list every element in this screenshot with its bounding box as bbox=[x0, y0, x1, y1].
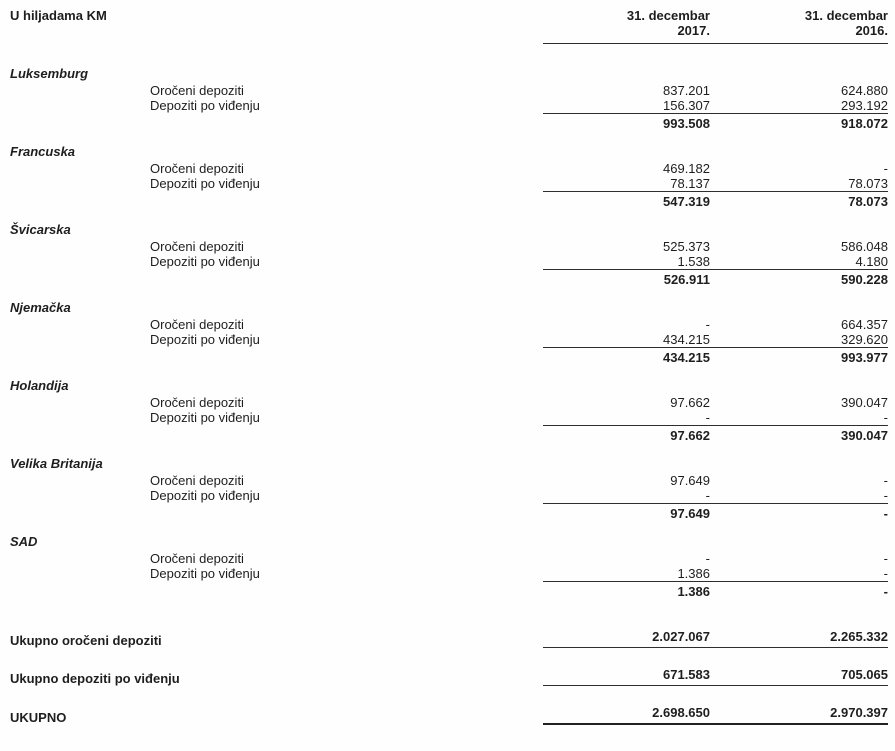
unit-label: U hiljadama KM bbox=[10, 8, 107, 23]
term-value-2016: 664.357 bbox=[841, 317, 888, 332]
demand-deposits-row bbox=[10, 332, 888, 347]
demand-value-2016: 4.180 bbox=[855, 254, 888, 269]
term-deposits-label: Oročeni depoziti bbox=[150, 551, 244, 566]
term-deposits-row bbox=[10, 161, 888, 176]
country-subtotal-row bbox=[10, 347, 888, 365]
term-value-2017: 525.373 bbox=[663, 239, 710, 254]
demand-deposits-row bbox=[10, 176, 888, 191]
total-term-deposits-label: Ukupno oročeni depoziti bbox=[10, 633, 162, 648]
demand-deposits-label: Depoziti po viđenju bbox=[150, 566, 260, 581]
grand-total-label: UKUPNO bbox=[10, 710, 67, 725]
column-header-2016-line2: 2016. bbox=[855, 23, 888, 38]
country-section-sad bbox=[10, 534, 888, 599]
subtotal-2016: 993.977 bbox=[841, 350, 888, 365]
subtotal-2017: 434.215 bbox=[663, 350, 710, 365]
country-name: Njemačka bbox=[10, 300, 71, 315]
column-header-2017-line2: 2017. bbox=[677, 23, 710, 38]
grand-total-2016: 2.970.397 bbox=[830, 705, 888, 720]
country-name: Luksemburg bbox=[10, 66, 89, 81]
term-deposits-row bbox=[10, 395, 888, 410]
subtotal-2016: - bbox=[883, 506, 888, 521]
subtotal-2016: 390.047 bbox=[841, 428, 888, 443]
column-headers bbox=[543, 8, 888, 44]
demand-value-2016: 293.192 bbox=[841, 98, 888, 113]
demand-value-2016: - bbox=[883, 566, 888, 581]
column-header-2016 bbox=[710, 8, 888, 38]
grand-total-row bbox=[10, 705, 888, 725]
subtotal-2016: - bbox=[883, 584, 888, 599]
term-deposits-row bbox=[10, 83, 888, 98]
subtotal-2017: 993.508 bbox=[663, 116, 710, 131]
term-deposits-label: Oročeni depoziti bbox=[150, 395, 244, 410]
column-header-2016-line1: 31. decembar bbox=[804, 8, 888, 23]
subtotal-2017: 547.319 bbox=[663, 194, 710, 209]
term-deposits-label: Oročeni depoziti bbox=[150, 317, 244, 332]
term-value-2016: - bbox=[883, 161, 888, 176]
demand-deposits-label: Depoziti po viđenju bbox=[150, 254, 260, 269]
country-section-francuska bbox=[10, 144, 888, 209]
country-section-svicarska bbox=[10, 222, 888, 287]
subtotal-2017: 1.386 bbox=[677, 584, 710, 599]
demand-deposits-label: Depoziti po viđenju bbox=[150, 488, 260, 503]
total-term-2016: 2.265.332 bbox=[830, 629, 888, 644]
demand-deposits-row bbox=[10, 254, 888, 269]
demand-value-2016: - bbox=[883, 410, 888, 425]
table-header-row bbox=[10, 8, 888, 44]
demand-deposits-row bbox=[10, 566, 888, 581]
term-deposits-label: Oročeni depoziti bbox=[150, 161, 244, 176]
country-subtotal-row bbox=[10, 503, 888, 521]
demand-deposits-label: Depoziti po viđenju bbox=[150, 332, 260, 347]
total-term-2017: 2.027.067 bbox=[652, 629, 710, 644]
country-name: Holandija bbox=[10, 378, 69, 393]
country-name: Francuska bbox=[10, 144, 76, 159]
demand-deposits-label: Depoziti po viđenju bbox=[150, 410, 260, 425]
term-value-2017: 469.182 bbox=[663, 161, 710, 176]
subtotal-2017: 97.662 bbox=[670, 428, 710, 443]
term-value-2017: 97.649 bbox=[670, 473, 710, 488]
country-subtotal-row bbox=[10, 191, 888, 209]
country-name: Švicarska bbox=[10, 222, 71, 237]
demand-value-2017: 1.386 bbox=[677, 566, 710, 581]
demand-value-2017: - bbox=[705, 488, 710, 503]
term-value-2016: 624.880 bbox=[841, 83, 888, 98]
demand-value-2017: 1.538 bbox=[677, 254, 710, 269]
demand-value-2016: 78.073 bbox=[848, 176, 888, 191]
demand-deposits-row bbox=[10, 410, 888, 425]
grand-total-2017: 2.698.650 bbox=[652, 705, 710, 720]
total-demand-2016: 705.065 bbox=[841, 667, 888, 682]
demand-deposits-label: Depoziti po viđenju bbox=[150, 176, 260, 191]
subtotal-2016: 918.072 bbox=[841, 116, 888, 131]
country-section-njemacka bbox=[10, 300, 888, 365]
total-demand-deposits-label: Ukupno depoziti po viđenju bbox=[10, 671, 180, 686]
demand-value-2016: - bbox=[883, 488, 888, 503]
column-header-2017-line1: 31. decembar bbox=[626, 8, 710, 23]
total-demand-2017: 671.583 bbox=[663, 667, 710, 682]
term-value-2016: - bbox=[883, 473, 888, 488]
term-value-2017: 837.201 bbox=[663, 83, 710, 98]
term-deposits-row bbox=[10, 239, 888, 254]
subtotal-2016: 590.228 bbox=[841, 272, 888, 287]
term-deposits-row bbox=[10, 551, 888, 566]
demand-deposits-row bbox=[10, 98, 888, 113]
term-value-2016: - bbox=[883, 551, 888, 566]
term-deposits-row bbox=[10, 317, 888, 332]
country-name: Velika Britanija bbox=[10, 456, 103, 471]
term-value-2016: 586.048 bbox=[841, 239, 888, 254]
subtotal-2017: 97.649 bbox=[670, 506, 710, 521]
demand-value-2017: 156.307 bbox=[663, 98, 710, 113]
country-section-luksemburg bbox=[10, 66, 888, 131]
term-deposits-row bbox=[10, 473, 888, 488]
term-deposits-label: Oročeni depoziti bbox=[150, 473, 244, 488]
country-subtotal-row bbox=[10, 581, 888, 599]
subtotal-2017: 526.911 bbox=[663, 272, 710, 287]
subtotal-2016: 78.073 bbox=[848, 194, 888, 209]
term-value-2017: 97.662 bbox=[670, 395, 710, 410]
demand-value-2017: 434.215 bbox=[663, 332, 710, 347]
country-subtotal-row bbox=[10, 425, 888, 443]
term-value-2017: - bbox=[705, 551, 710, 566]
demand-deposits-row bbox=[10, 488, 888, 503]
demand-value-2017: - bbox=[705, 410, 710, 425]
column-header-2017 bbox=[543, 8, 710, 38]
country-name: SAD bbox=[10, 534, 38, 549]
demand-deposits-label: Depoziti po viđenju bbox=[150, 98, 260, 113]
term-value-2017: - bbox=[705, 317, 710, 332]
country-section-velika-britanija bbox=[10, 456, 888, 521]
totals-section bbox=[10, 629, 888, 725]
term-deposits-label: Oročeni depoziti bbox=[150, 239, 244, 254]
term-deposits-label: Oročeni depoziti bbox=[150, 83, 244, 98]
total-demand-deposits-row bbox=[10, 667, 888, 686]
total-term-deposits-row bbox=[10, 629, 888, 648]
country-section-holandija bbox=[10, 378, 888, 443]
demand-value-2016: 329.620 bbox=[841, 332, 888, 347]
term-value-2016: 390.047 bbox=[841, 395, 888, 410]
country-subtotal-row bbox=[10, 269, 888, 287]
country-subtotal-row bbox=[10, 113, 888, 131]
demand-value-2017: 78.137 bbox=[670, 176, 710, 191]
